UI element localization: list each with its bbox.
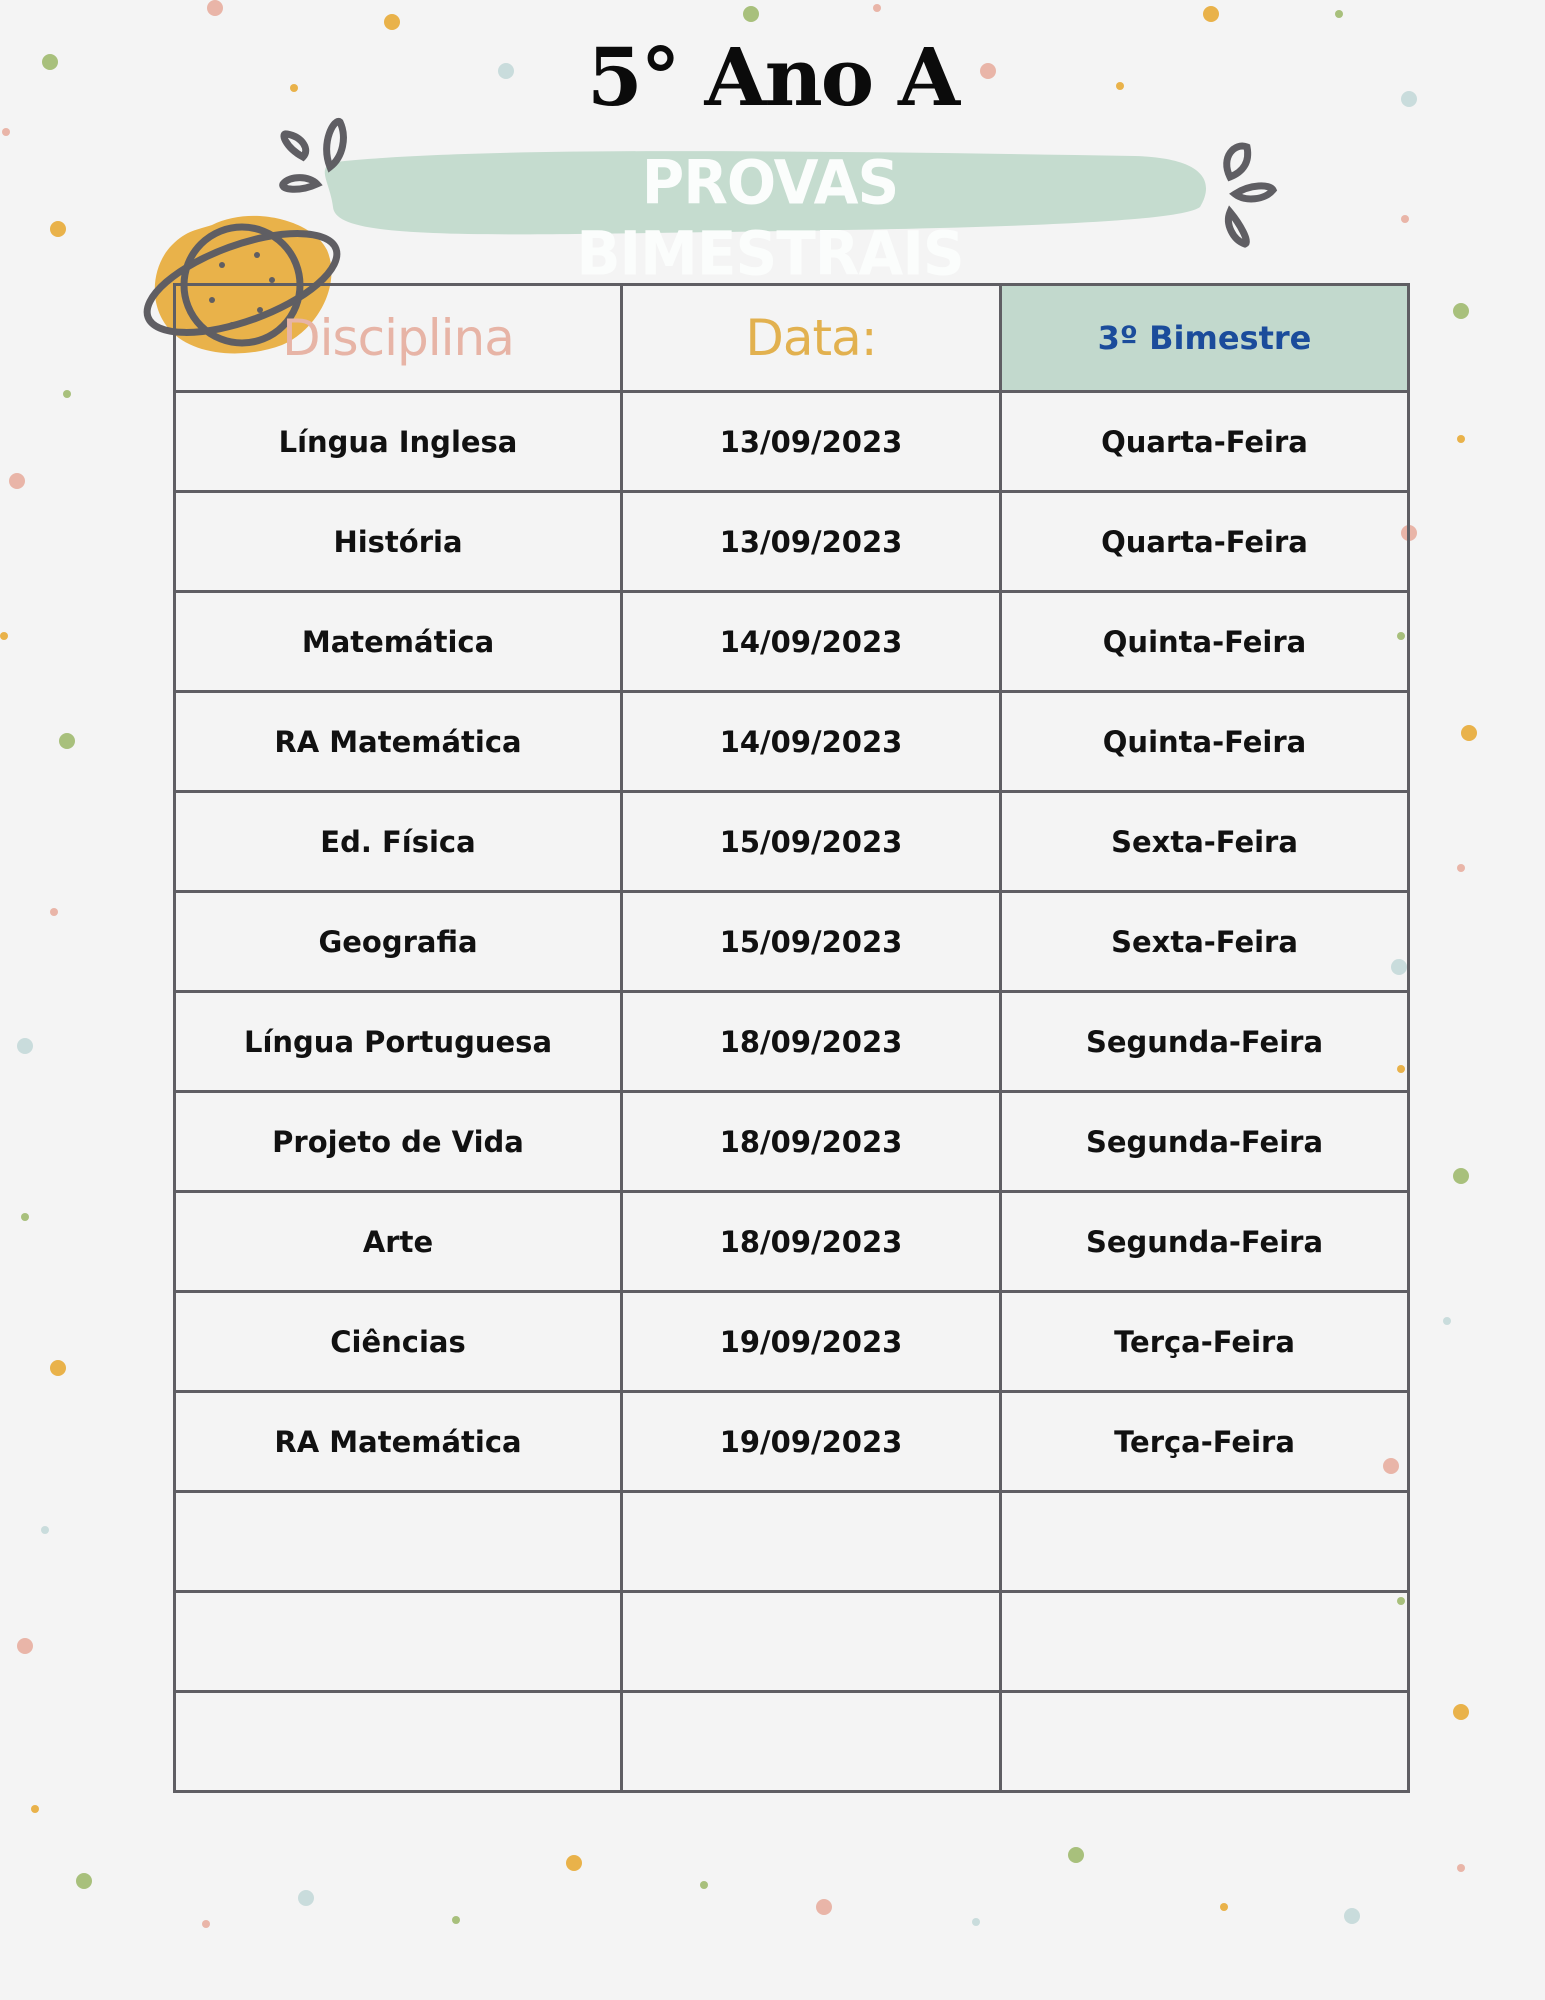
page-title: 5° Ano A <box>586 30 959 124</box>
table-row <box>175 1292 1409 1392</box>
exam-schedule-table <box>173 283 1410 1793</box>
cell-date: 19/09/2023 <box>622 1392 1001 1492</box>
header-discipline: Disciplina <box>175 285 622 392</box>
cell-date <box>622 1592 1001 1692</box>
cell-weekday: Segunda-Feira <box>1001 1192 1409 1292</box>
cell-date <box>622 1492 1001 1592</box>
cell-date: 15/09/2023 <box>622 792 1001 892</box>
table-row <box>175 1092 1409 1192</box>
cell-weekday: Segunda-Feira <box>1001 1092 1409 1192</box>
cell-weekday: Sexta-Feira <box>1001 792 1409 892</box>
cell-weekday: Segunda-Feira <box>1001 992 1409 1092</box>
table-row <box>175 1192 1409 1292</box>
cell-discipline: Geografia <box>175 892 622 992</box>
table-row <box>175 992 1409 1092</box>
cell-discipline: Ciências <box>175 1292 622 1392</box>
table-row <box>175 392 1409 492</box>
cell-discipline <box>175 1692 622 1792</box>
cell-discipline: RA Matemática <box>175 692 622 792</box>
header-date: Data: <box>622 285 1001 392</box>
table-row <box>175 492 1409 592</box>
cell-date: 19/09/2023 <box>622 1292 1001 1392</box>
cell-date: 13/09/2023 <box>622 392 1001 492</box>
banner-title: PROVAS BIMESTRAIS <box>576 146 964 290</box>
cell-discipline: Matemática <box>175 592 622 692</box>
cell-discipline <box>175 1592 622 1692</box>
cell-weekday: Terça-Feira <box>1001 1392 1409 1492</box>
table-row <box>175 892 1409 992</box>
cell-discipline: Ed. Física <box>175 792 622 892</box>
cell-date: 18/09/2023 <box>622 992 1001 1092</box>
cell-discipline: RA Matemática <box>175 1392 622 1492</box>
cell-weekday: Quinta-Feira <box>1001 692 1409 792</box>
table-row <box>175 692 1409 792</box>
cell-date: 13/09/2023 <box>622 492 1001 592</box>
cell-date: 14/09/2023 <box>622 592 1001 692</box>
table-row <box>175 1592 1409 1692</box>
table-row <box>175 1492 1409 1592</box>
table-row <box>175 1692 1409 1792</box>
cell-date: 18/09/2023 <box>622 1092 1001 1192</box>
cell-date: 15/09/2023 <box>622 892 1001 992</box>
cell-weekday: Quarta-Feira <box>1001 392 1409 492</box>
header-period: 3º Bimestre <box>1001 285 1409 392</box>
cell-discipline: Projeto de Vida <box>175 1092 622 1192</box>
cell-discipline: Arte <box>175 1192 622 1292</box>
table-row <box>175 1392 1409 1492</box>
cell-discipline: História <box>175 492 622 592</box>
table-header-row <box>175 285 1409 392</box>
cell-discipline <box>175 1492 622 1592</box>
cell-weekday: Sexta-Feira <box>1001 892 1409 992</box>
cell-date <box>622 1692 1001 1792</box>
cell-weekday: Quarta-Feira <box>1001 492 1409 592</box>
cell-discipline: Língua Portuguesa <box>175 992 622 1092</box>
cell-weekday: Terça-Feira <box>1001 1292 1409 1392</box>
cell-date: 18/09/2023 <box>622 1192 1001 1292</box>
table-row <box>175 792 1409 892</box>
cell-discipline: Língua Inglesa <box>175 392 622 492</box>
cell-weekday <box>1001 1492 1409 1592</box>
leaf-doodle-right-icon <box>1227 146 1273 244</box>
cell-weekday <box>1001 1692 1409 1792</box>
cell-weekday: Quinta-Feira <box>1001 592 1409 692</box>
cell-weekday <box>1001 1592 1409 1692</box>
cell-date: 14/09/2023 <box>622 692 1001 792</box>
table-row <box>175 592 1409 692</box>
